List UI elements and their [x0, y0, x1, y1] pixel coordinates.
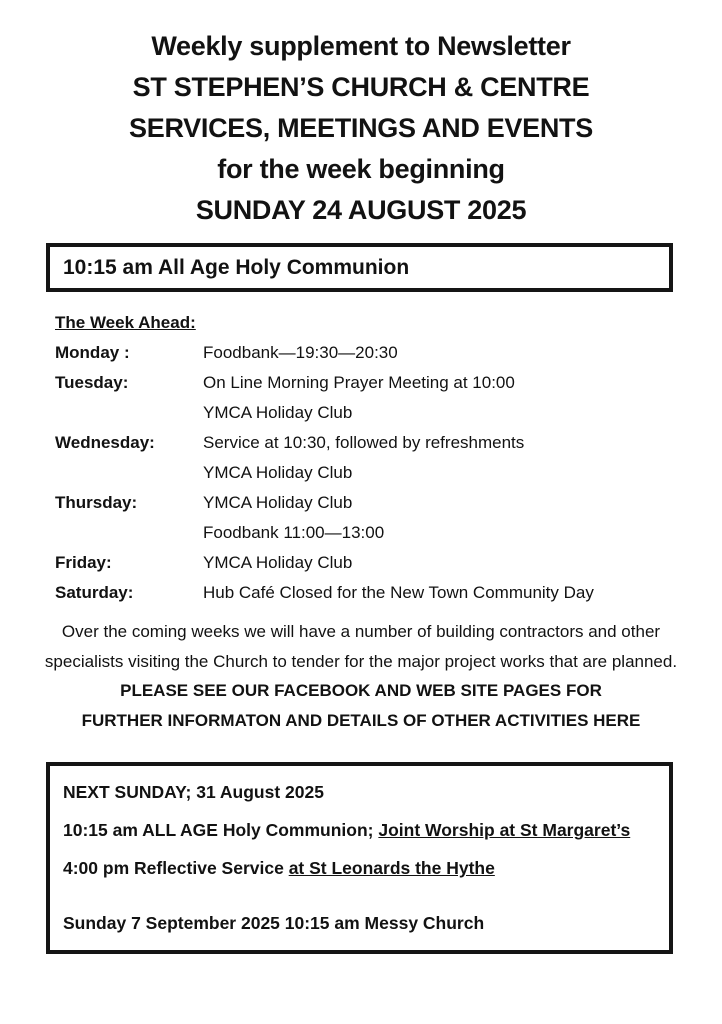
schedule-row-wednesday-2 [55, 458, 673, 488]
communion-banner-box [46, 243, 673, 292]
schedule-event-text: Foodbank 11:00—13:00 [203, 523, 385, 542]
schedule-row-wednesday [55, 428, 673, 458]
schedule-event-text: YMCA Holiday Club [203, 553, 353, 572]
schedule-row-friday [55, 548, 673, 578]
schedule-row-tuesday-2 [55, 398, 673, 428]
schedule-event-text: YMCA Holiday Club [203, 463, 353, 482]
reflective-service-underlined: at St Leonards the Hythe [288, 858, 495, 878]
schedule-day-label: Friday: [55, 553, 112, 572]
schedule-row-thursday [55, 488, 673, 518]
title-line-date: SUNDAY 24 AUGUST 2025 [195, 195, 527, 225]
schedule-day-label [55, 518, 203, 548]
title-line-week-beginning: for the week beginning [217, 154, 505, 184]
schedule-row-monday [55, 338, 673, 368]
schedule-event-text: Service at 10:30, followed by refreshments [203, 433, 525, 452]
week-ahead-section [55, 308, 673, 608]
messy-church-line: Sunday 7 September 2025 10:15 am Messy Church [63, 913, 485, 933]
schedule-event-text: Foodbank—19:30—20:30 [203, 343, 398, 362]
schedule-day-label: Monday : [55, 343, 130, 362]
facebook-notice-line-2: FURTHER INFORMATON AND DETAILS OF OTHER ACTIVITIES HERE [81, 710, 641, 730]
schedule-event-text: YMCA Holiday Club [203, 493, 353, 512]
contractors-notice-paragraph: Over the coming weeks we will have a number of building contractors and other specialists visiting the Church to tender for the major project works that are planned. [44, 622, 678, 671]
title-line-supplement: Weekly supplement to Newsletter [151, 31, 571, 61]
schedule-day-label: Saturday: [55, 583, 134, 602]
schedule-day-label: Tuesday: [55, 373, 129, 392]
schedule-day-label [55, 398, 203, 428]
newsletter-title-block [0, 0, 722, 231]
schedule-row-saturday [55, 578, 673, 608]
next-sunday-box [46, 762, 673, 954]
facebook-notice-line-1: PLEASE SEE OUR FACEBOOK AND WEB SITE PAGES FOR [120, 681, 602, 700]
schedule-row-thursday-2 [55, 518, 673, 548]
schedule-event-text: Hub Café Closed for the New Town Community Day [203, 583, 594, 602]
next-sunday-communion-underlined: Joint Worship at St Margaret’s [378, 820, 631, 840]
schedule-day-label: Thursday: [55, 493, 138, 512]
reflective-service-line [63, 856, 656, 880]
week-ahead-heading: The Week Ahead: [55, 313, 196, 332]
communion-banner-label: 10:15 am All Age Holy Communion [63, 256, 410, 279]
title-line-services: SERVICES, MEETINGS AND EVENTS [129, 113, 593, 143]
schedule-day-label [55, 458, 203, 488]
schedule-event-text: On Line Morning Prayer Meeting at 10:00 [203, 373, 515, 392]
reflective-service-plain: 4:00 pm Reflective Service [63, 858, 289, 878]
title-line-church-name: ST STEPHEN’S CHURCH & CENTRE [132, 72, 590, 102]
next-sunday-heading: NEXT SUNDAY; 31 August 2025 [63, 782, 324, 802]
schedule-day-label: Wednesday: [55, 433, 155, 452]
schedule-event-text: YMCA Holiday Club [203, 403, 353, 422]
next-sunday-communion-plain: 10:15 am ALL AGE Holy Communion; [63, 820, 379, 840]
contractors-notice-section [40, 617, 682, 735]
next-sunday-communion-line [63, 818, 656, 842]
schedule-row-tuesday [55, 368, 673, 398]
